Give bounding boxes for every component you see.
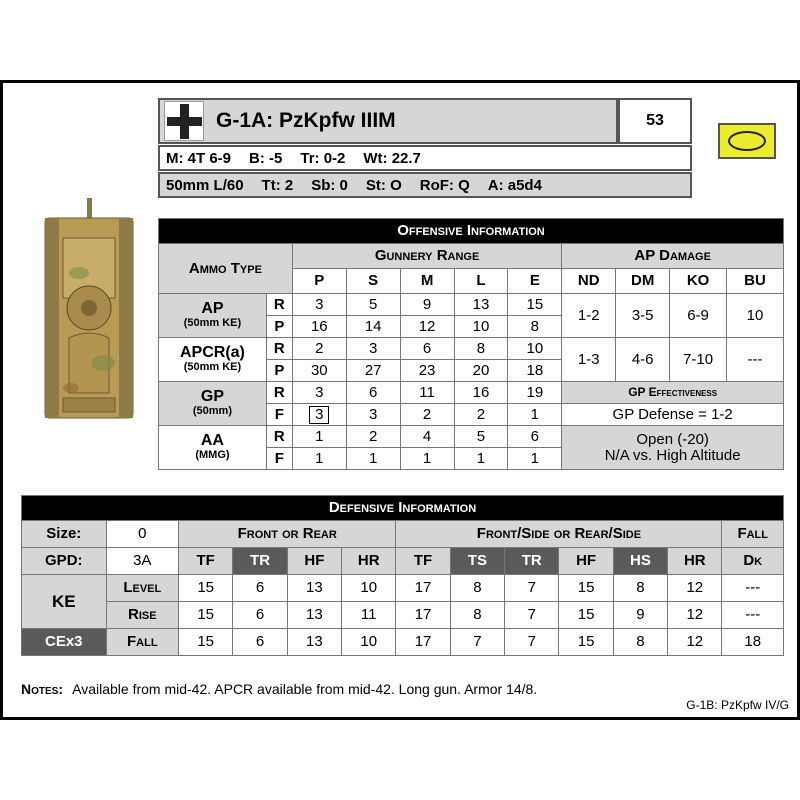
ammo-aa: AA (MMG) [159, 426, 267, 470]
range-p: P [292, 269, 346, 294]
table-cell: --- [722, 575, 784, 602]
table-cell: 8 [454, 338, 508, 360]
table-cell: 1 [292, 426, 346, 448]
ap-damage-header: AP Damage [562, 244, 784, 269]
unit-title: G-1A: PzKpfw IIIM [216, 109, 396, 132]
col-hr: HR [342, 548, 396, 575]
table-cell: 18 [722, 629, 784, 656]
damage-nd: ND [562, 269, 616, 294]
ammo-gp: GP (50mm) [159, 382, 267, 426]
row-label: R [266, 338, 292, 360]
aa-notes: Open (-20) N/A vs. High Altitude [562, 426, 784, 470]
table-cell: 3 [292, 294, 346, 316]
table-cell: 1 [454, 448, 508, 470]
unit-card [0, 80, 800, 720]
gpd-label: GPD: [22, 548, 107, 575]
row-label: R [266, 294, 292, 316]
ammo-type-header: Ammo Type [159, 244, 293, 294]
row-label: Level [106, 575, 178, 602]
range-s: S [346, 269, 400, 294]
table-cell: 15 [179, 575, 233, 602]
table-cell: 8 [613, 629, 667, 656]
col-ts: TS [450, 548, 504, 575]
stat-rof: RoF: Q [419, 176, 470, 194]
table-cell: 14 [346, 316, 400, 338]
table-cell: 17 [396, 575, 450, 602]
col-hf: HF [559, 548, 613, 575]
col-tr: TR [505, 548, 559, 575]
title-bar [158, 98, 618, 144]
gp-defense: GP Defense = 1-2 [562, 404, 784, 426]
defensive-table [21, 495, 784, 656]
row-label: Rise [106, 602, 178, 629]
table-cell: 3 [292, 404, 346, 426]
stat-tr: Tr: 0-2 [300, 149, 346, 167]
table-cell: 2 [400, 404, 454, 426]
table-cell: 8 [450, 602, 504, 629]
col-tf: TF [396, 548, 450, 575]
table-cell: 1 [400, 448, 454, 470]
stat-st: St: O [365, 176, 402, 194]
table-cell: 13 [287, 602, 341, 629]
gunnery-range-header: Gunnery Range [292, 244, 561, 269]
col-dk: Dk [722, 548, 784, 575]
row-label: R [266, 382, 292, 404]
table-cell: 6 [400, 338, 454, 360]
stat-movement: M: 4T 6-9 [166, 149, 232, 167]
table-cell: 2 [346, 426, 400, 448]
table-cell: 7 [505, 629, 559, 656]
notes [21, 681, 537, 697]
defensive-title: Defensive Information [22, 496, 784, 521]
table-cell: 5 [454, 426, 508, 448]
cex-label: CEx3 [22, 629, 107, 656]
table-cell: 9 [613, 602, 667, 629]
table-cell: 7 [505, 575, 559, 602]
front-rear-header: Front or Rear [179, 521, 396, 548]
table-cell: 1-2 [562, 294, 616, 338]
table-cell: 17 [396, 602, 450, 629]
table-cell: 12 [668, 575, 722, 602]
range-l: L [454, 269, 508, 294]
table-cell: 4 [400, 426, 454, 448]
table-cell: 15 [559, 602, 613, 629]
table-cell: 11 [342, 602, 396, 629]
oval-icon [728, 131, 766, 151]
table-cell: 8 [508, 316, 562, 338]
stat-sb: Sb: 0 [311, 176, 348, 194]
table-cell: 12 [400, 316, 454, 338]
col-hs: HS [613, 548, 667, 575]
gpd-value: 3A [106, 548, 178, 575]
table-cell: 17 [396, 629, 450, 656]
table-cell: 15 [179, 629, 233, 656]
damage-bu: BU [727, 269, 784, 294]
table-cell: 1 [508, 404, 562, 426]
movement-stats [158, 145, 692, 171]
ammo-apcr: APCR(a) (50mm KE) [159, 338, 267, 382]
unit-number: 53 [618, 98, 692, 144]
table-cell: 10 [342, 629, 396, 656]
row-label: P [266, 360, 292, 382]
ke-label: KE [22, 575, 107, 629]
table-cell: 16 [292, 316, 346, 338]
table-cell: 2 [454, 404, 508, 426]
col-hf: HF [287, 548, 341, 575]
table-cell: 3-5 [616, 294, 670, 338]
stat-tt: Tt: 2 [261, 176, 294, 194]
table-cell: 12 [668, 629, 722, 656]
damage-ko: KO [670, 269, 727, 294]
stat-bog: B: -5 [249, 149, 283, 167]
table-cell: 10 [727, 294, 784, 338]
table-cell: 1 [292, 448, 346, 470]
table-cell: 7-10 [670, 338, 727, 382]
table-cell: 16 [454, 382, 508, 404]
fall-header: Fall [722, 521, 784, 548]
gp-effectiveness-header: GP Effectiveness [562, 382, 784, 404]
table-cell: 3 [346, 338, 400, 360]
table-cell: 10 [342, 575, 396, 602]
offensive-table [158, 218, 784, 470]
offensive-title: Offensive Information [159, 219, 784, 244]
table-cell: 11 [400, 382, 454, 404]
table-cell: 18 [508, 360, 562, 382]
table-cell: --- [727, 338, 784, 382]
table-cell: 6 [508, 426, 562, 448]
row-label: P [266, 316, 292, 338]
table-cell: 15 [559, 575, 613, 602]
table-cell: 8 [613, 575, 667, 602]
table-cell: 15 [179, 602, 233, 629]
table-cell: 7 [505, 602, 559, 629]
damage-dm: DM [616, 269, 670, 294]
notes-text: Available from mid-42. APCR available from mid-42. Long gun. Armor 14/8. [72, 681, 538, 697]
table-cell: 5 [346, 294, 400, 316]
table-cell: 12 [668, 602, 722, 629]
notes-label: Notes: [21, 681, 63, 697]
table-cell: 6-9 [670, 294, 727, 338]
table-cell: 8 [450, 575, 504, 602]
col-tf: TF [179, 548, 233, 575]
table-cell: 4-6 [616, 338, 670, 382]
footer-reference: G-1B: PzKpfw IV/G [686, 698, 789, 712]
table-cell: 6 [346, 382, 400, 404]
table-cell: 6 [233, 629, 287, 656]
table-cell: 1 [508, 448, 562, 470]
col-hr: HR [668, 548, 722, 575]
table-cell: 13 [454, 294, 508, 316]
balkenkreuz-icon [164, 101, 204, 141]
table-cell: 1-3 [562, 338, 616, 382]
table-cell: 3 [346, 404, 400, 426]
table-cell: 1 [346, 448, 400, 470]
table-cell: --- [722, 602, 784, 629]
ammo-ap: AP (50mm KE) [159, 294, 267, 338]
size-label: Size: [22, 521, 107, 548]
table-cell: 7 [450, 629, 504, 656]
table-cell: 6 [233, 602, 287, 629]
table-cell: 10 [508, 338, 562, 360]
row-label: F [266, 404, 292, 426]
table-cell: 13 [287, 629, 341, 656]
table-cell: 27 [346, 360, 400, 382]
col-tr: TR [233, 548, 287, 575]
row-label: R [266, 426, 292, 448]
table-cell: 19 [508, 382, 562, 404]
table-cell: 6 [233, 575, 287, 602]
stat-gun: 50mm L/60 [166, 176, 244, 194]
tank-image [41, 198, 137, 426]
table-cell: 10 [454, 316, 508, 338]
table-cell: 20 [454, 360, 508, 382]
table-cell: 23 [400, 360, 454, 382]
table-cell: 15 [508, 294, 562, 316]
size-value: 0 [106, 521, 178, 548]
table-cell: 2 [292, 338, 346, 360]
row-label: F [266, 448, 292, 470]
range-m: M [400, 269, 454, 294]
status-badge [718, 123, 776, 159]
table-cell: 30 [292, 360, 346, 382]
table-cell: 15 [559, 629, 613, 656]
table-cell: 9 [400, 294, 454, 316]
front-side-header: Front/Side or Rear/Side [396, 521, 722, 548]
stat-a: A: a5d4 [487, 176, 542, 194]
row-label: Fall [106, 629, 178, 656]
range-e: E [508, 269, 562, 294]
table-cell: 13 [287, 575, 341, 602]
table-cell: 3 [292, 382, 346, 404]
stat-weight: Wt: 22.7 [363, 149, 421, 167]
gun-stats [158, 172, 692, 198]
